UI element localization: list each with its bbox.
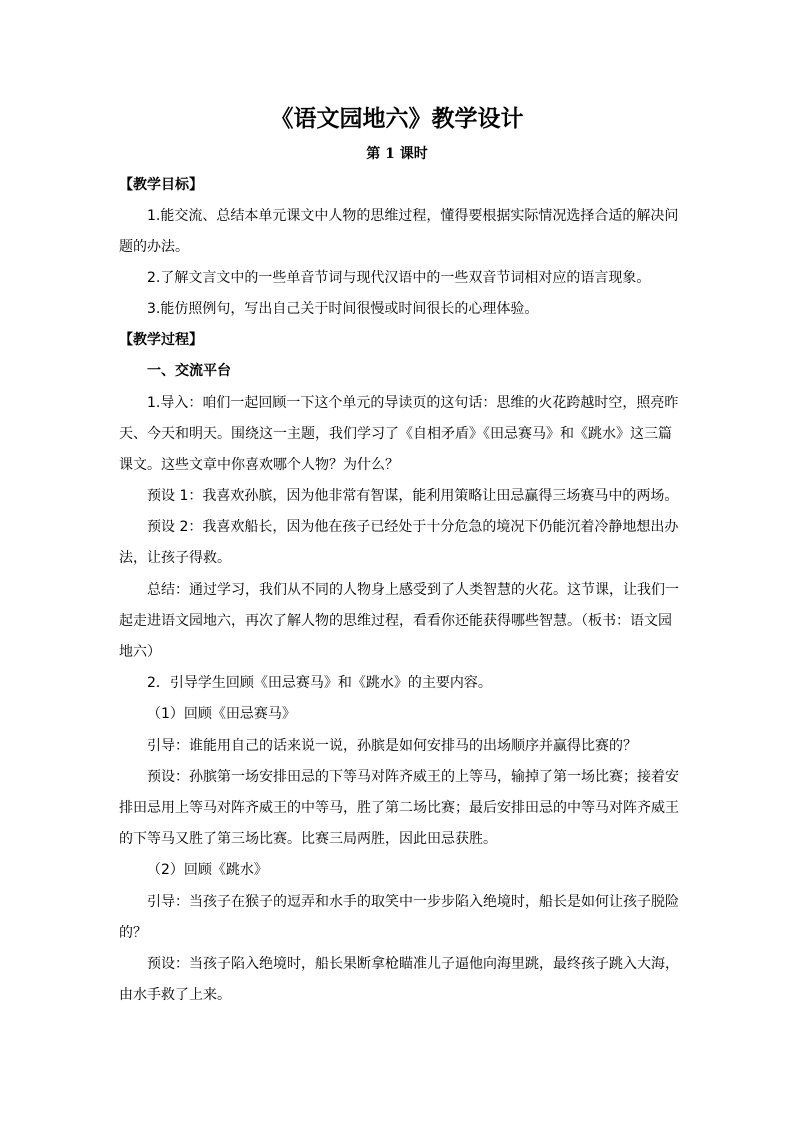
intro-line-3: 课文。这些文章中你喜欢哪个人物？为什么？ bbox=[119, 457, 399, 473]
question-2-line-2: 的？ bbox=[119, 925, 147, 941]
goal-1-line-1: 1.能交流、总结本单元课文中人物的思维过程，懂得要根据实际情况选择合适的解决问 bbox=[147, 208, 679, 224]
answer-1-line-2: 排田忌用上等马对阵齐威王的中等马，胜了第二场比赛；最后安排田忌的中等马对阵齐威王 bbox=[119, 800, 679, 816]
item-2: 2．引导学生回顾《田忌赛马》和《跳水》的主要内容。 bbox=[147, 675, 492, 691]
question-1: 引导：谁能用自己的话来说一说，孙膑是如何安排马的出场顺序并赢得比赛的？ bbox=[147, 738, 637, 754]
sub-item-2: （2）回顾《跳水》 bbox=[147, 862, 268, 878]
answer-1-line-1: 预设：孙膑第一场安排田忌的下等马对阵齐威王的上等马，输掉了第一场比赛；接着安 bbox=[147, 769, 679, 785]
intro-line-1: 1.导入：咱们一起回顾一下这个单元的导读页的这句话：思维的火花跨越时空，照亮昨 bbox=[147, 395, 679, 411]
goal-1-line-2: 题的办法。 bbox=[119, 239, 189, 255]
preset-2-line-2: 法，让孩子得救。 bbox=[119, 550, 231, 566]
answer-2-line-2: 由水手救了上来。 bbox=[119, 987, 231, 1003]
sub-item-1: （1）回顾《田忌赛马》 bbox=[147, 706, 296, 722]
part-1-heading: 一、交流平台 bbox=[147, 363, 231, 379]
document-title: 《语文园地六》教学设计 bbox=[270, 105, 524, 132]
goal-2: 2.了解文言文中的一些单音节词与现代汉语中的一些双音节词相对应的语言现象。 bbox=[147, 270, 651, 286]
answer-1-line-3: 的下等马又胜了第三场比赛。比赛三局两胜，因此田忌获胜。 bbox=[119, 831, 497, 847]
summary-line-1: 总结：通过学习，我们从不同的人物身上感受到了人类智慧的火花。这节课，让我们一 bbox=[147, 582, 679, 598]
lesson-subtitle: 第 1 课时 bbox=[366, 146, 428, 162]
preset-1: 预设 1：我喜欢孙膑，因为他非常有智谋，能利用策略让田忌赢得三场赛马中的两场。 bbox=[147, 488, 679, 504]
process-heading: 【教学过程】 bbox=[119, 332, 203, 348]
goals-heading: 【教学目标】 bbox=[119, 177, 203, 193]
summary-line-3: 地六） bbox=[119, 644, 161, 660]
intro-line-2: 天、今天和明天。围绕这一主题，我们学习了《自相矛盾》《田忌赛马》和《跳水》这三篇 bbox=[119, 426, 672, 442]
summary-line-2: 起走进语文园地六，再次了解人物的思维过程，看看你还能获得哪些智慧。（板书：语文园 bbox=[119, 613, 672, 629]
answer-2-line-1: 预设：当孩子陷入绝境时，船长果断拿枪瞄准儿子逼他向海里跳，最终孩子跳入大海， bbox=[147, 956, 679, 972]
preset-2-line-1: 预设 2：我喜欢船长，因为他在孩子已经处于十分危急的境况下仍能沉着冷静地想出办 bbox=[147, 519, 679, 535]
goal-3: 3.能仿照例句，写出自己关于时间很慢或时间很长的心理体验。 bbox=[147, 301, 539, 317]
question-2-line-1: 引导：当孩子在猴子的逗弄和水手的取笑中一步步陷入绝境时，船长是如何让孩子脱险 bbox=[147, 894, 679, 910]
